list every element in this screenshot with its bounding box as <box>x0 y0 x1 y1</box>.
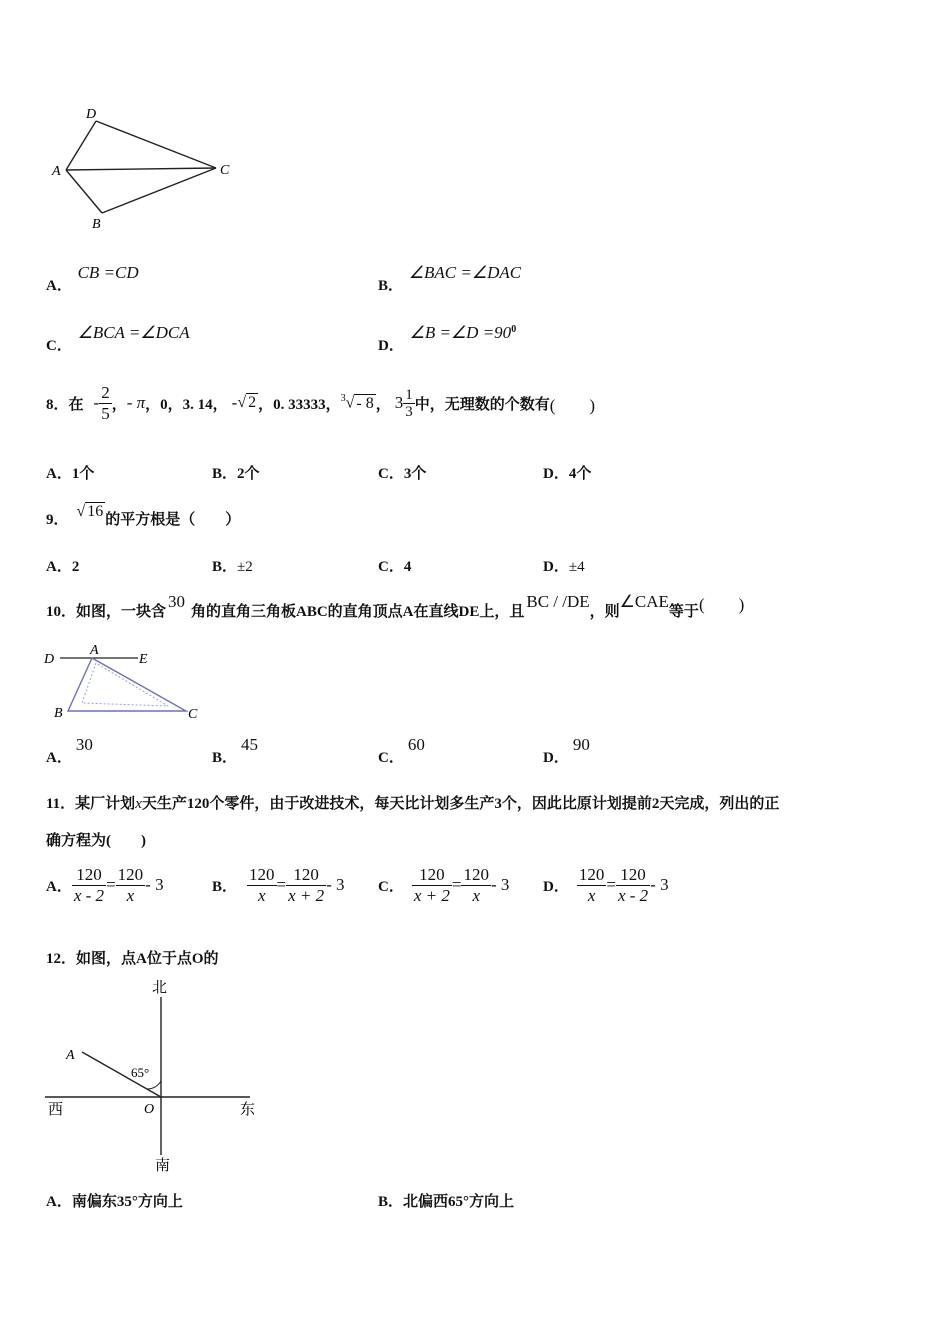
q10-option-a-val: 30 <box>75 735 93 754</box>
q10-option-b-letter: B． <box>212 750 238 766</box>
q9-option-d[interactable] <box>543 555 585 576</box>
q10-label-d: D <box>44 652 55 667</box>
q10-deg: 30 <box>168 592 186 611</box>
q11-a-n2: 120 <box>117 864 144 884</box>
q9-option-c-letter: C． <box>378 559 404 575</box>
q8-cuberoot: $^3$√ - 8 <box>340 393 374 412</box>
q11-c-eq: = <box>451 875 462 894</box>
q12-label-north: 北 <box>152 980 168 996</box>
q8-negpi: - π <box>126 393 146 412</box>
q11-c-d1: x + 2 <box>413 885 450 905</box>
q10-option-c-val: 60 <box>407 735 425 754</box>
q9-option-c-val: 4 <box>403 559 412 575</box>
q8-mixed-fraction <box>403 387 415 420</box>
q10-angle: ∠CAE <box>619 592 669 611</box>
q11-option-d-frac1 <box>577 865 607 906</box>
q11-option-d-frac2 <box>616 865 650 906</box>
q12-label-angle: 65° <box>131 1065 150 1080</box>
q10-part1: 10．如图，一块含 <box>46 603 167 620</box>
q8-sqrt: √ 2 <box>237 394 257 411</box>
q11-option-c[interactable] <box>378 862 509 908</box>
q7-label-b: B <box>92 217 101 232</box>
q10-part4: 等于 <box>668 603 699 620</box>
q9-option-b-val: ±2 <box>237 559 253 575</box>
q10-paren: ( ) <box>698 594 745 614</box>
q7-option-d-sup: 0 <box>511 324 517 335</box>
q8-cube-val: - 8 <box>356 394 374 412</box>
q11-stem-line1 <box>46 792 779 813</box>
q10-option-b[interactable] <box>212 734 259 766</box>
q12-figure-compass <box>40 975 270 1175</box>
q10-option-c-letter: C． <box>378 750 404 766</box>
q10-stem <box>46 590 744 630</box>
q8-sqrt-val: 2 <box>248 394 257 411</box>
q9-stem <box>46 500 240 536</box>
q8-list2: ，0. 33333， <box>258 396 341 413</box>
q8-fraction <box>99 383 112 424</box>
q8-tail: 中，无理数的个数有 <box>414 396 550 413</box>
q12-label-a: A <box>66 1048 75 1063</box>
q11-d-n2: 120 <box>616 865 650 886</box>
q10-label-e: E <box>139 652 148 667</box>
q7-option-c[interactable] <box>46 322 190 354</box>
q11-b-eq: = <box>276 875 287 894</box>
q9-option-a-letter: A． <box>46 559 72 575</box>
q9-number: 9． <box>46 511 69 528</box>
q8-fraction-den: 5 <box>101 403 110 423</box>
q7-option-d-letter: D． <box>378 338 404 354</box>
q8-fraction-num: 2 <box>101 382 110 402</box>
q8-option-b[interactable]: B．2个 <box>212 466 260 482</box>
q11-option-a[interactable] <box>46 862 164 908</box>
q10-option-d-letter: D． <box>543 750 569 766</box>
q10-label-a: A <box>90 643 99 658</box>
q9-tail: 的平方根是（ ） <box>105 511 241 528</box>
q11-b-d2: x + 2 <box>288 885 325 905</box>
q7-option-c-letter: C． <box>46 338 72 354</box>
q12-option-a[interactable]: A．南偏东35°方向上 <box>46 1194 183 1210</box>
q7-label-d: D <box>86 107 97 122</box>
q11-line1-b: 天生产120个零件，由于改进技术，每天比计划多生产3个，因此比原计划提前2天完成，列出的正 <box>141 796 780 812</box>
q11-d-tail: - 3 <box>650 875 669 894</box>
q11-stem-line2: 确方程为( ) <box>46 833 146 849</box>
q8-cube-index: 3 <box>340 393 346 405</box>
q11-option-c-frac2 <box>461 865 491 906</box>
q11-option-b[interactable] <box>212 862 345 908</box>
q11-a-n1: 120 <box>72 865 106 886</box>
q8-paren: ( ) <box>549 395 596 415</box>
q7-option-a[interactable] <box>46 262 139 294</box>
q11-option-a-frac2 <box>116 865 146 906</box>
q11-option-a-letter: A． <box>46 878 72 895</box>
q11-c-tail: - 3 <box>490 875 510 894</box>
q8-negsqrt: - <box>231 393 238 412</box>
q11-line1-a: 11．某厂计划 <box>46 796 136 812</box>
q11-d-d1: x <box>587 885 596 905</box>
q11-b-n2: 120 <box>286 865 326 886</box>
q9-sqrt-val: 16 <box>87 503 104 520</box>
q10-figure-triangle <box>40 640 210 730</box>
q8-neg: - <box>93 393 100 412</box>
q11-a-d2: x <box>126 885 135 905</box>
q11-option-c-frac1 <box>412 865 452 906</box>
q11-b-n1: 120 <box>249 864 275 884</box>
q11-a-d1: x - 2 <box>73 885 105 905</box>
q8-sep1: ， <box>111 396 127 413</box>
q11-b-d1: x <box>257 885 266 905</box>
q9-sqrt: √ 16 <box>76 503 104 520</box>
q10-label-b: B <box>54 706 63 721</box>
q10-option-d[interactable] <box>543 734 590 766</box>
q9-option-a-val: 2 <box>71 559 80 575</box>
q9-option-c[interactable] <box>378 555 411 576</box>
q11-option-b-letter: B． <box>212 878 238 895</box>
q10-part3: ，则 <box>589 603 620 620</box>
q11-c-n2: 120 <box>463 864 489 884</box>
q11-option-d-letter: D． <box>543 878 569 895</box>
q12-label-south: 南 <box>155 1158 171 1174</box>
q11-option-b-frac1 <box>247 865 277 906</box>
q7-figure-quadrilateral <box>48 100 248 235</box>
q9-option-a[interactable] <box>46 555 79 576</box>
q10-part2: 角的直角三角板ABC的直角顶点A在直线DE上，且 <box>191 603 525 620</box>
q9-option-b[interactable] <box>212 555 253 576</box>
q7-option-b-expr: ∠BAC =∠DAC <box>408 263 522 282</box>
q12-option-b[interactable]: B．北偏西65°方向上 <box>378 1194 515 1210</box>
q11-a-eq: = <box>106 875 116 894</box>
q7-option-b[interactable] <box>378 262 522 294</box>
q10-option-c[interactable] <box>378 734 425 766</box>
q11-option-c-letter: C． <box>378 878 404 895</box>
q7-option-a-expr: CB =CD <box>77 263 139 282</box>
q10-option-a-letter: A． <box>46 750 72 766</box>
q12-label-o: O <box>144 1102 155 1117</box>
q8-mixed-den: 3 <box>405 403 413 420</box>
q8-mixed-whole: 3 <box>394 393 404 412</box>
q8-option-a[interactable]: A．1个 <box>46 466 95 482</box>
q7-option-b-letter: B． <box>378 278 404 294</box>
q11-d-d2: x - 2 <box>617 885 649 905</box>
q12-label-east: 东 <box>240 1102 256 1118</box>
q8-option-d[interactable]: D．4个 <box>543 466 592 482</box>
q11-d-n1: 120 <box>578 864 605 884</box>
q7-option-a-letter: A． <box>46 278 72 294</box>
q9-option-d-letter: D． <box>543 559 569 575</box>
q11-c-d2: x <box>472 885 480 905</box>
q9-option-b-letter: B． <box>212 559 238 575</box>
q7-label-c: C <box>220 163 230 178</box>
q11-option-d[interactable] <box>543 862 669 908</box>
q11-c-n1: 120 <box>412 865 452 886</box>
q7-label-a: A <box>52 164 61 179</box>
q8-list: ，0，3. 14， <box>145 396 228 413</box>
q11-var: x <box>135 796 142 812</box>
q10-option-b-val: 45 <box>241 735 259 754</box>
q11-a-tail: - 3 <box>145 875 164 894</box>
q8-mixed-num: 1 <box>405 386 413 403</box>
q11-option-b-frac2 <box>286 865 326 906</box>
q12-stem: 12．如图，点A位于点O的 <box>46 951 219 967</box>
q9-option-d-val: ±4 <box>568 559 585 575</box>
q8-stem <box>46 378 595 428</box>
q7-option-c-expr: ∠BCA =∠DCA <box>77 323 190 342</box>
q10-label-c: C <box>188 707 198 722</box>
q8-sep2: ， <box>375 396 391 413</box>
q8-option-c[interactable]: C．3个 <box>378 466 427 482</box>
q10-option-d-val: 90 <box>572 735 590 754</box>
q10-option-a[interactable] <box>46 734 93 766</box>
q11-d-eq: = <box>606 875 616 894</box>
q12-label-west: 西 <box>48 1102 64 1118</box>
q8-number: 8．在 <box>46 396 84 413</box>
q7-option-d[interactable] <box>378 322 517 354</box>
q7-option-d-expr: ∠B =∠D =90 <box>409 323 512 342</box>
q11-option-a-frac1 <box>72 865 106 906</box>
q10-parallel: BC / /DE <box>526 592 590 611</box>
q11-b-tail: - 3 <box>326 875 345 894</box>
